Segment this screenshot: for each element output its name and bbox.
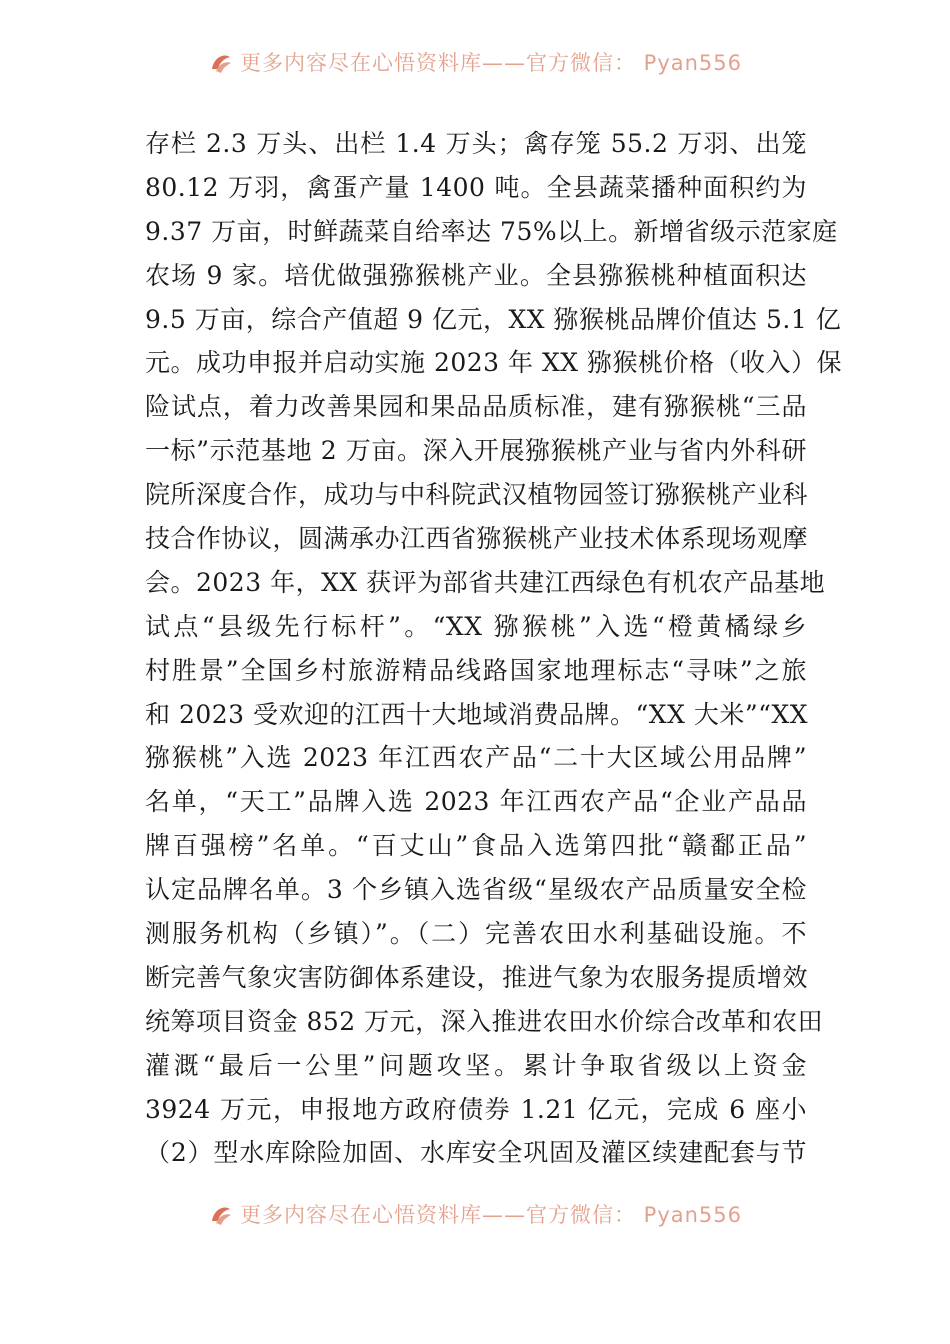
text-line: 农场 9 家。培优做强猕猴桃产业。全县猕猴桃种植面积达 xyxy=(145,260,807,290)
logo-icon xyxy=(208,1204,234,1227)
document-body xyxy=(145,122,843,1175)
header-watermark-text: 更多内容尽在心悟资料库——官方微信： Pyan556 xyxy=(239,52,743,75)
text-line: 牌百强榜”名单。“百丈山”食品入选第四批“赣鄱正品” xyxy=(145,831,807,861)
text-line: （2）型水库除险加固、水库安全巩固及灌区续建配套与节 xyxy=(145,1138,807,1168)
text-line: 一标”示范基地 2 万亩。深入开展猕猴桃产业与省内外科研 xyxy=(145,436,807,466)
text-line: 险试点，着力改善果园和果品品质标准，建有猕猴桃“三品 xyxy=(145,392,807,422)
text-line: 3924 万元，申报地方政府债券 1.21 亿元，完成 6 座小 xyxy=(145,1094,807,1124)
text-line: 80.12 万羽，禽蛋产量 1400 吨。全县蔬菜播种面积约为 xyxy=(145,172,807,202)
header-watermark xyxy=(0,52,950,92)
logo-icon xyxy=(208,52,234,75)
text-line: 认定品牌名单。3 个乡镇入选省级“星级农产品质量安全检 xyxy=(145,875,807,905)
footer-watermark xyxy=(0,1204,950,1244)
text-line: 试点“县级先行标杆”。“XX 猕猴桃”入选“橙黄橘绿乡 xyxy=(145,611,807,641)
text-line: 技合作协议，圆满承办江西省猕猴桃产业技术体系现场观摩 xyxy=(145,524,809,554)
text-line: 院所深度合作，成功与中科院武汉植物园签订猕猴桃产业科 xyxy=(145,480,809,510)
text-line: 9.5 万亩，综合产值超 9 亿元，XX 猕猴桃品牌价值达 5.1 亿 xyxy=(145,304,842,334)
text-line: 统筹项目资金 852 万元，深入推进农田水价综合改革和农田 xyxy=(145,1006,824,1036)
text-line: 断完善气象灾害防御体系建设，推进气象为农服务提质增效 xyxy=(145,962,809,992)
text-line: 会。2023 年，XX 获评为部省共建江西绿色有机农产品基地 xyxy=(145,567,826,597)
text-line: 存栏 2.3 万头、出栏 1.4 万头；禽存笼 55.2 万羽、出笼 xyxy=(145,129,807,158)
footer-watermark-text: 更多内容尽在心悟资料库——官方微信： Pyan556 xyxy=(239,1204,743,1227)
text-line: 9.37 万亩，时鲜蔬菜自给率达 75%以上。新增省级示范家庭 xyxy=(145,216,838,246)
text-line: 和 2023 受欢迎的江西十大地域消费品牌。“XX 大米”“XX xyxy=(145,699,808,729)
text-line: 灌溉“最后一公里”问题攻坚。累计争取省级以上资金 xyxy=(145,1050,807,1080)
text-line: 名单，“天工”品牌入选 2023 年江西农产品“企业产品品 xyxy=(145,787,807,817)
text-line: 测服务机构（乡镇）”。（二）完善农田水利基础设施。不 xyxy=(145,919,807,949)
text-line: 猕猴桃”入选 2023 年江西农产品“二十大区域公用品牌” xyxy=(145,743,807,773)
text-line: 村胜景”全国乡村旅游精品线路国家地理标志“寻味”之旅 xyxy=(145,655,807,685)
text-line: 元。成功申报并启动实施 2023 年 XX 猕猴桃价格（收入）保 xyxy=(145,348,843,378)
